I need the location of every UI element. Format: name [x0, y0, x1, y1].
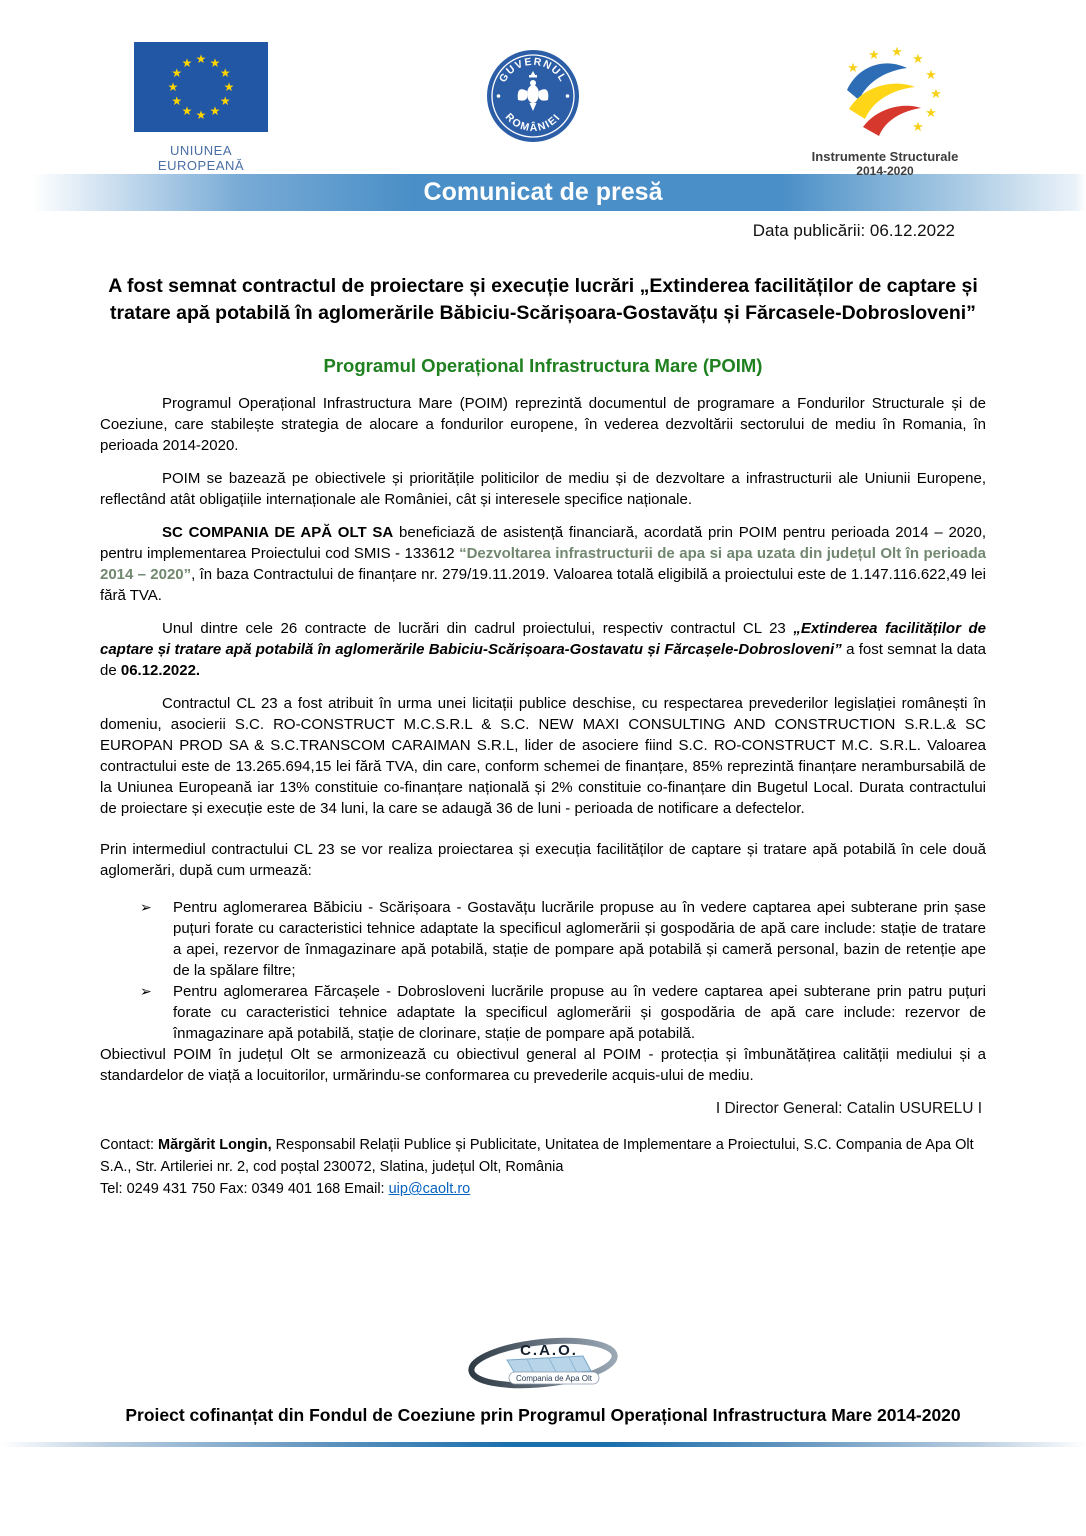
instrumente-structurale-icon	[819, 38, 951, 142]
bullet-text-farcasele: Pentru aglomerarea Fărcașele - Dobrosloveni lucrările propuse au în vedere captarea apei subterane prin patru puțuri forate cu caracteristici tehnice adaptate la specificul aglomerării și gospodăria de apă care include: rezervor de înmagazinare apă potabilă, stație de clorinare, stație de pompare apă potabilă.	[173, 983, 986, 1042]
contact-line-phone-email	[100, 1178, 986, 1200]
text-run: Contact:	[100, 1137, 159, 1153]
cao-logo-icon	[465, 1332, 621, 1394]
svg-text:★: ★	[930, 87, 942, 102]
press-release-banner	[0, 174, 1086, 211]
svg-text:★: ★	[195, 52, 207, 66]
text-run: „Extinderea facilităților de captare și tratare apă potabilă în aglomerările Babiciu-Scărișoara-Gostavatu și Fărcașele-Dobrosloveni”	[100, 620, 986, 658]
text-run: POIM se bazează pe obiectivele și prioritățile politicilor de mediu și de dezvoltare a infrastructurii ale Uniunii Europene, reflectând atât obligațiile internaționale ale României, cât și interesele specifice naționale.	[100, 470, 986, 508]
cao-caption: Compania de Apa Olt	[515, 1374, 593, 1383]
cao-acronym: C.A.O.	[520, 1342, 578, 1359]
paragraph-contract-details	[100, 693, 986, 819]
svg-text:★: ★	[912, 120, 924, 135]
svg-text:★: ★	[847, 61, 859, 76]
text-run: a fost semnat la data de	[100, 641, 986, 679]
paragraph-contract-signing	[100, 618, 986, 681]
svg-text:★: ★	[868, 48, 880, 63]
svg-text:★: ★	[219, 94, 231, 108]
header-logos	[0, 0, 1086, 178]
instrumente-structurale-logo	[790, 38, 980, 178]
svg-text:★: ★	[223, 80, 235, 94]
text-run: Programul Operațional Infrastructura Mare (POIM) reprezintă documentul de programare a Fondurilor Structurale și de Coeziune, care stabilește strategia de alocare a fondurilor europene, în vederea dezvoltării sectorului de mediu în Romania, în perioada 2014-2020.	[100, 395, 986, 454]
svg-text:★: ★	[195, 108, 207, 122]
paragraph-objective: Obiectivul POIM în județul Olt se armonizează cu obiectivul general al POIM - protecția și îmbunătățirea calității mediului și a standardelor de viață a locuitorilor, urmărindu-se conformarea cu prevederile acquis-ului de mediu.	[100, 1046, 986, 1084]
is-logo-caption-line2: 2014-2020	[856, 164, 914, 178]
list-item	[140, 981, 986, 1044]
list-item	[140, 897, 986, 981]
text-run: Tel: 0249 431 750 Fax: 0349 401 168 Email:	[100, 1181, 389, 1197]
email-link[interactable]: uip@caolt.ro	[388, 1181, 471, 1197]
svg-text:★: ★	[171, 66, 183, 80]
svg-text:★: ★	[891, 45, 903, 60]
director-signature-line: I Director General: Catalin USURELU I	[715, 1100, 982, 1117]
publication-date: Data publicării: 06.12.2022	[752, 221, 955, 240]
section-heading-poim: Programul Operațional Infrastructura Mare (POIM)	[323, 355, 763, 376]
text-run: SC COMPANIA DE APĂ OLT SA	[162, 524, 394, 541]
banner-title: Comunicat de presă	[423, 178, 663, 206]
eu-flag-icon	[134, 42, 268, 132]
document-title: A fost semnat contractul de proiectare și execuție lucrări „Extinderea facilităților de captare și tratare apă potabilă în aglomerările Băbiciu-Scărișoara-Gostavățu și Fărcasele-Dobrosloveni”	[108, 275, 978, 324]
svg-text:★: ★	[925, 106, 937, 121]
contact-line-address	[100, 1134, 986, 1178]
seal-text-bottom: ROMÂNIEI	[502, 110, 564, 135]
arrow-bullet-icon: ➢	[140, 899, 152, 915]
works-bullet-list	[140, 897, 986, 1044]
contact-block	[100, 1134, 986, 1200]
government-seal-icon	[485, 48, 581, 144]
text-run: 06.12.2022.	[120, 662, 201, 679]
eu-logo	[126, 42, 276, 173]
bullet-text-babiciu: Pentru aglomerarea Băbiciu - Scărișoara - Gostavățu lucrările propuse au în vedere captarea apei subterane prin șase puțuri forate cu caracteristici tehnice adaptate la specificul aglomerării și gospodăria de apă care include: stație de tratare a apei, rezervor de înmagazinare apă potabilă, stație de pompare apă potabilă și cameră personal, bazin de retenție ape de la spălare filtre;	[173, 899, 986, 979]
cao-company-logo	[0, 1332, 1086, 1399]
cofinancing-footer-text: Proiect cofinanțat din Fondul de Coeziune prin Programul Operațional Infrastructura Mare 2014-2020	[125, 1405, 961, 1425]
svg-text:★: ★	[219, 66, 231, 80]
paragraph-company-financing	[100, 522, 986, 606]
arrow-bullet-icon: ➢	[140, 983, 152, 999]
text-run: Mărgărit Longin,	[158, 1137, 272, 1153]
svg-text:★: ★	[167, 80, 179, 94]
svg-text:★: ★	[181, 55, 193, 70]
text-run: “Dezvoltarea infrastructurii de apa si apa uzata din județul Olt în perioada 2014 – 2020”	[100, 545, 987, 583]
eu-logo-caption: UNIUNEA EUROPEANĂ	[157, 143, 245, 173]
svg-text:★: ★	[925, 68, 937, 83]
text-run: Contractul CL 23 a fost atribuit în urma unei licitații publice deschise, cu respectarea prevederilor legislației românești în domeniu, asocierii S.C. RO-CONSTRUCT M.C.S.R.L & S.C. NEW MAXI CONSULTING AND CONSTRUCTION S.R.L.& SC EUROPAN PROD SA & S.C.TRANSCOM CARAIMAN S.R.L, lider de asociere fiind S.C. RO-CONSTRUCT M.C. S.R.L. Valoarea contractului este de 13.265.694,15 lei fără TVA, din care, conform schemei de finanțare, 85% reprezintă finanțare nerambursabilă de la Uniunea Europeană iar 13% constituie co-finanțare națională și 2% constituie co-finanțare din Bugetul Local. Durata contractului de proiectare și execuție este de 34 luni, la care se adaugă 36 de luni - perioada de notificare a defectelor.	[100, 695, 986, 817]
text-run: beneficiază de asistență financiară, acordată prin POIM pentru perioada 2014 – 2020, pentru implementarea Proiectului cod SMIS - 133612	[100, 524, 986, 562]
footer-divider	[0, 1442, 1086, 1447]
text-run: Prin intermediul contractului CL 23 se vor realiza proiectarea și execuția facilităților de captare și tratare apă potabilă în cele două aglomerări, după cum urmează:	[100, 841, 986, 879]
paragraph-poim-objectives	[100, 468, 986, 510]
seal-text-top: GUVERNUL	[496, 55, 570, 85]
svg-text:★: ★	[209, 104, 221, 119]
document-body	[100, 393, 986, 1086]
text-run: Responsabil Relații Publice și Publicitate, Unitatea de Implementare a Proiectului, S.C. Compania de Apa Olt S.A., Str. Artileriei nr. 2, cod poștal 230072, Slatina, județul Olt, România	[100, 1137, 974, 1175]
paragraph-poim-definition	[100, 393, 986, 456]
svg-text:★: ★	[912, 52, 924, 67]
text-run: , în baza Contractului de finanțare nr. 279/19.11.2019. Valoarea totală eligibilă a proiectului este de 1.147.116.622,49 lei fără TVA.	[100, 566, 986, 604]
is-logo-caption-line1: Instrumente Structurale	[811, 149, 959, 164]
paragraph-works-intro	[100, 839, 986, 881]
svg-text:★: ★	[171, 94, 183, 108]
svg-text:★: ★	[181, 104, 193, 119]
svg-text:★: ★	[209, 55, 221, 70]
romanian-government-seal	[485, 48, 581, 149]
text-run: Unul dintre cele 26 contracte de lucrări din cadrul proiectului, respectiv contractul CL 23	[162, 620, 794, 637]
